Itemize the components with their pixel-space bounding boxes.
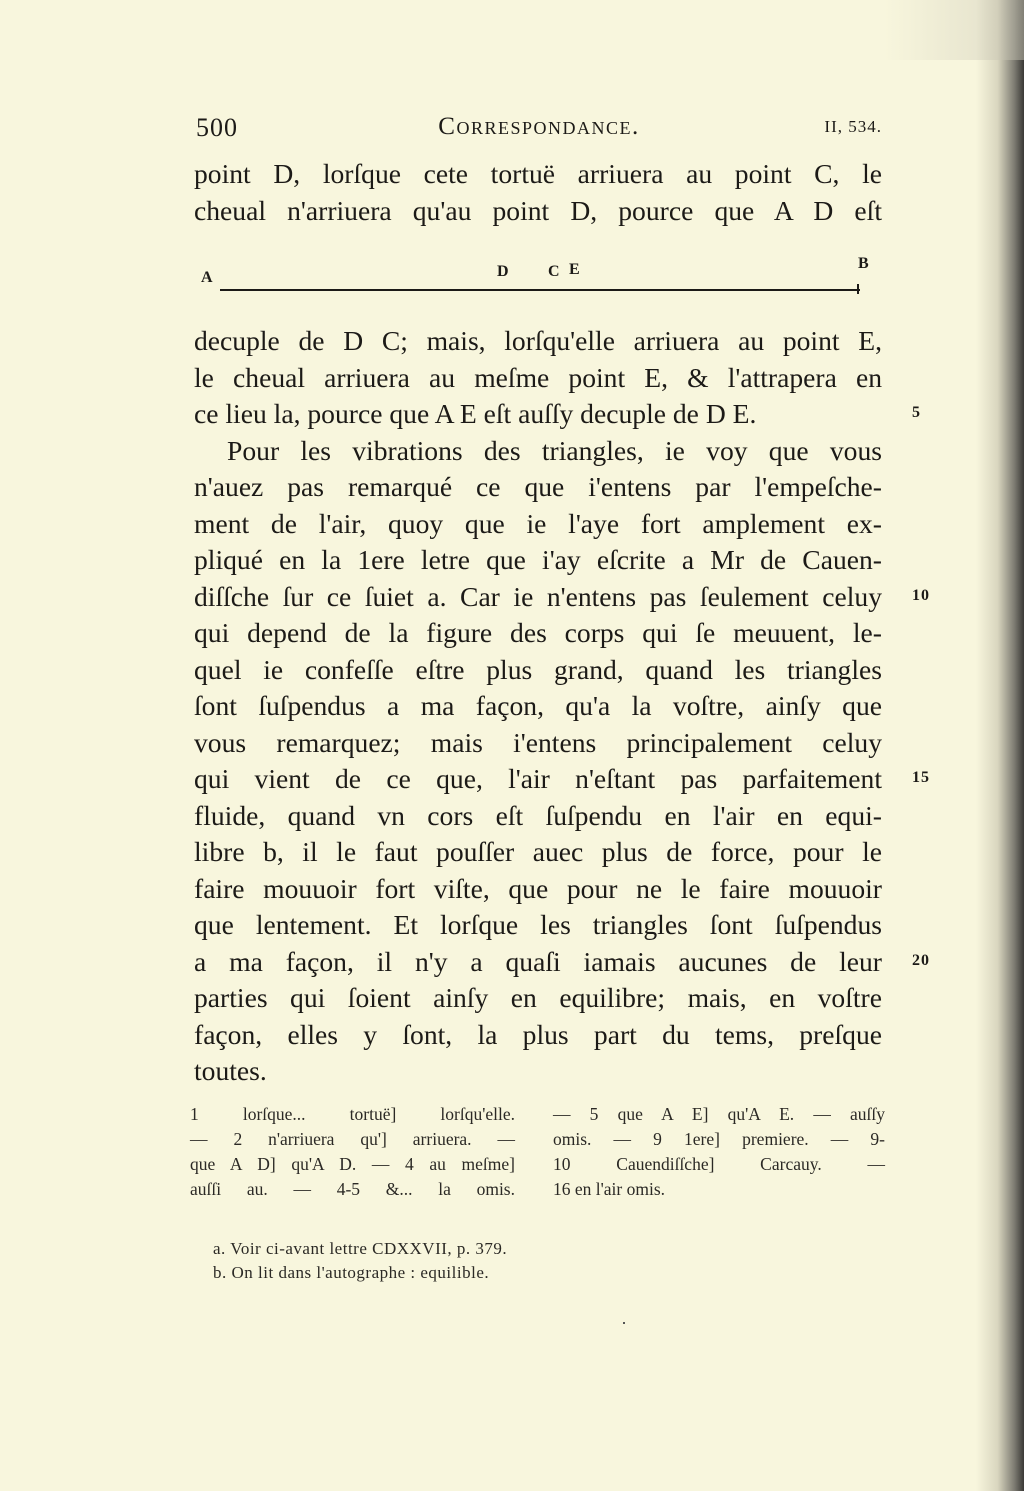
text-line: n'auez pas remarqué ce que i'entens par l'empeſche-: [194, 471, 882, 502]
text-line: ſont ſuſpendus a ma façon, qu'a la voſtre, ainſy que: [194, 690, 882, 721]
note-line: omis. — 9 1ere] premiere. — 9-: [553, 1129, 885, 1149]
note-line: 16 en l'air omis.: [553, 1179, 666, 1199]
text-line: qui vient de ce que, l'air n'eſtant pas parfaitement: [194, 763, 882, 794]
page-edge-shadow: [976, 0, 1024, 1491]
text-line: cheual n'arriuera qu'au point D, pource que A D eſt: [194, 194, 882, 226]
note-line: — 5 que A E] qu'A E. — auſſy: [553, 1104, 885, 1124]
text-line: faire mouuoir fort viſte, que pour ne le faire mouuoir: [194, 872, 882, 904]
text-line: toutes.: [194, 1055, 267, 1086]
point-label-a: A: [201, 269, 213, 286]
text-line: a ma façon, il n'y a quaſi iamais aucunes de leur: [194, 945, 882, 977]
text-line: parties qui ſoient ainſy en equilibre; mais, en voſtre: [194, 982, 882, 1013]
line-number: 15: [912, 769, 930, 786]
point-label-b: B: [858, 255, 869, 272]
segment-line: [220, 289, 860, 291]
edition-reference: II, 534.: [824, 117, 882, 136]
running-title: Correspondance.: [438, 113, 640, 140]
text-line: vous remarquez; mais i'entens principalement celuy: [194, 726, 882, 758]
text-line: diſſche ſur ce ſuiet a. Car ie n'entens pas ſeulement celuy: [194, 580, 882, 612]
segment-end-tick: [857, 284, 859, 294]
text-line: le cheual arriuera au meſme point E, & l'attrapera en: [194, 361, 882, 393]
note-line: 1 lorſque... tortuë] lorſqu'elle.: [190, 1104, 515, 1124]
variant-notes-right: [553, 1102, 885, 1202]
footnote-b: b. On lit dans l'autographe : equilible.: [213, 1263, 490, 1282]
text-line: fluide, quand vn cors eſt ſuſpendu en l'air en equi-: [194, 799, 882, 831]
text-line: que lentement. Et lorſque les triangles ſont ſuſpendus: [194, 909, 882, 940]
main-text: [194, 323, 882, 1090]
note-line: 10 Cauendiſſche] Carcauy. —: [553, 1154, 885, 1174]
text-line: libre b, il le faut pouſſer auec plus de force, pour le: [194, 836, 882, 867]
footnotes: [213, 1237, 507, 1285]
point-label-e: E: [569, 261, 580, 278]
text-line: decuple de D C; mais, lorſqu'elle arriuera au point E,: [194, 325, 882, 356]
text-line: Pour les vibrations des triangles, ie voy que vous: [227, 434, 882, 466]
text-line: ce lieu la, pource que A E eſt auſſy decuple de D E.: [194, 398, 757, 429]
line-segment-diagram: [196, 254, 886, 300]
text-line: quel ie confeſſe eſtre plus grand, quand les triangles: [194, 653, 882, 685]
note-line: auſſi au. — 4-5 &... la omis.: [190, 1179, 515, 1199]
line-number: 5: [912, 404, 921, 421]
print-speck: [623, 1322, 625, 1324]
point-label-c: C: [548, 263, 560, 280]
footnote-a: a. Voir ci-avant lettre CDXXVII, p. 379.: [213, 1239, 508, 1258]
text-line: ment de l'air, quoy que ie l'aye fort amplement ex-: [194, 507, 882, 539]
note-line: — 2 n'arriuera qu'] arriuera. —: [190, 1129, 515, 1149]
text-line: qui depend de la figure des corps qui ſe meuuent, le-: [194, 617, 882, 648]
variant-notes-left: [190, 1102, 515, 1202]
point-label-d: D: [497, 263, 509, 280]
text-line: pliqué en la 1ere letre que i'ay eſcrite a Mr de Cauen-: [194, 544, 882, 575]
page-edge-shading: [884, 0, 1024, 60]
text-line: façon, elles y ſont, la plus part du tems, preſque: [194, 1018, 882, 1050]
line-number: 10: [912, 587, 930, 604]
page-header: [196, 113, 882, 147]
line-number: 20: [912, 952, 930, 969]
text-line: point D, lorſque cete tortuë arriuera au point C, le: [194, 158, 882, 189]
page-number: 500: [196, 113, 238, 142]
note-line: que A D] qu'A D. — 4 au meſme]: [190, 1154, 515, 1174]
paragraph-top: [194, 156, 882, 229]
